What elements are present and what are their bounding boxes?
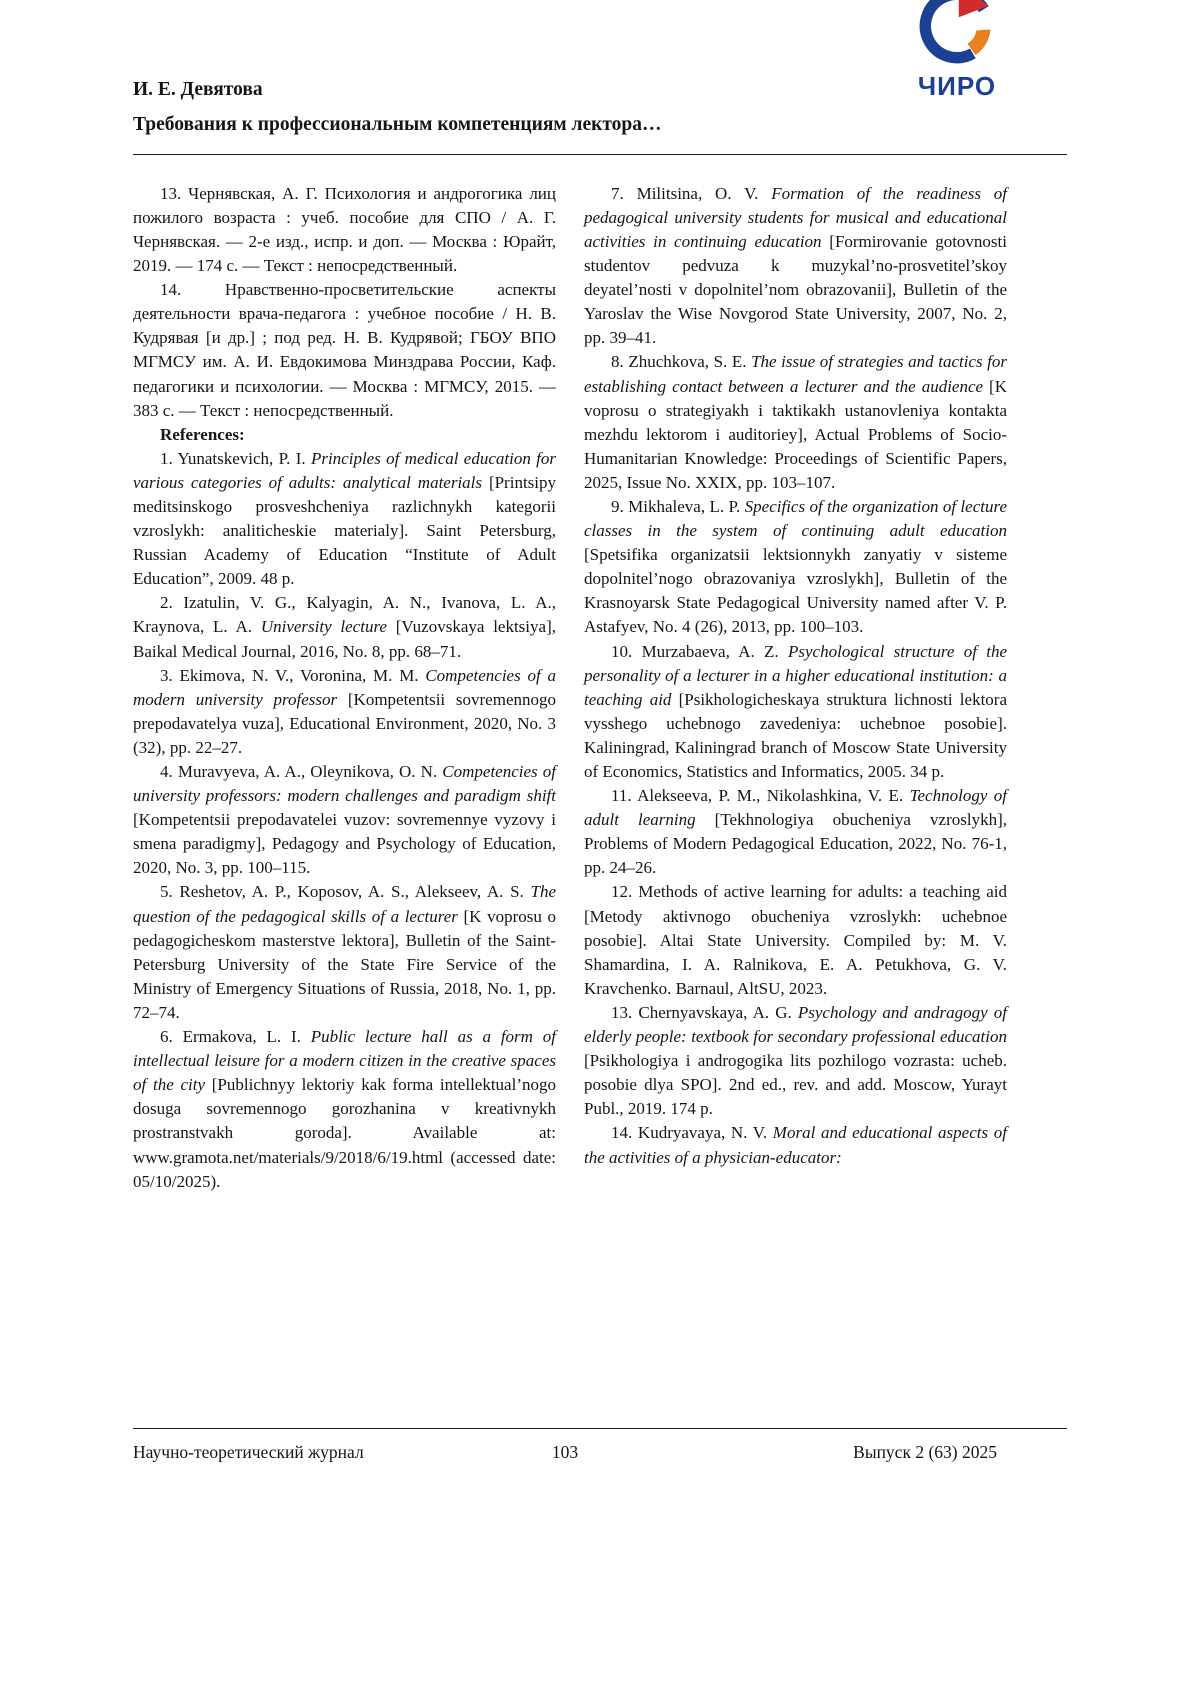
reference-entry: 11. Alekseeva, P. M., Nikolashkina, V. E. Technology of adult learning [Tekhnologiya obucheniya vzroslykh], Problems of Modern Pedagogical Education, 2022, No. 76-1, pp. 24–26.	[584, 786, 1007, 878]
footer-row	[133, 1442, 1067, 1463]
right-column	[584, 182, 1007, 1414]
reference-entry: 14. Нравственно-просветительские аспекты деятельности врача-педагога : учебное пособие / Н. В. Кудрявая [и др.] ; под ред. Н. В. Кудрявой; ГБОУ ВПО МГМСУ им. А. И. Евдокимова Минздрава России, Каф. педагогики и психологии. — Москва : МГМСУ, 2015. — 383 с. — Текст : непосредственный.	[133, 280, 556, 420]
reference-entry: 2. Izatulin, V. G., Kalyagin, A. N., Ivanova, L. A., Kraynova, L. A. University lecture [Vuzovskaya lektsiya], Baikal Medical Journal, 2016, No. 8, pp. 68–71.	[133, 593, 556, 661]
reference-entry: 13. Chernyavskaya, A. G. Psychology and andragogy of elderly people: textbook for secondary professional education [Psikhologiya i androgogika lits pozhilogo vozrasta: ucheb. posobie dlya SPO]. 2nd ed., rev. and add. Moscow, Yurayt Publ., 2019. 174 p.	[584, 1002, 1007, 1119]
reference-entry: 14. Kudryavaya, N. V. Moral and educational aspects of the activities of a physician-educator:	[584, 1123, 1007, 1167]
reference-entry: 8. Zhuchkova, S. E. The issue of strategies and tactics for establishing contact between a lecturer and the audience [K voprosu o strategiyakh i taktikakh ustanovleniya kontakta mezhdu lektorom i auditoriey], Actual Problems of Socio-Humanitarian Knowledge: Proceedings of Scientific Papers, 2025, Issue No. XXIX, pp. 103–107.	[584, 352, 1007, 492]
author-name: И. Е. Девятова	[133, 79, 263, 100]
reference-entry: 1. Yunatskevich, P. I. Principles of medical education for various categories of adults: analytical materials [Printsipy meditsinskogo prosveshcheniya razlichnykh kategorii vzroslykh: analiticheskie materialy]. Saint Petersburg, Russian Academy of Education “Institute of Adult Education”, 2009. 48 p.	[133, 448, 557, 589]
two-column-text	[133, 182, 1067, 1414]
reference-entry: 13. Чернявская, А. Г. Психология и андрогогика лиц пожилого возраста : учеб. пособие для СПО / А. Г. Чернявская. — 2-е изд., испр. и доп. — Москва : Юрайт, 2019. — 174 с. — Текст : непосредственный.	[133, 183, 556, 276]
reference-entry: 7. Militsina, O. V. Formation of the readiness of pedagogical university students for musical and educational activities in continuing education [Formirovanie gotovnosti studentov pedvuza k muzykal’no-prosvetitel’skoy deyatel’nosti v dopolnitel’nom obrazovanii], Bulletin of the Yaroslav the Wise Novgorod State University, 2007, No. 2, pp. 39–41.	[584, 183, 1008, 348]
reference-entry: 10. Murzabaeva, A. Z. Psychological structure of the personality of a lecturer in a higher educational institution: a teaching aid [Psikhologicheskaya struktura lichnosti lektora vysshego uchebnogo zavedeniya: uchebnoe posobie]. Kaliningrad, Kaliningrad branch of Moscow State University of Economics, Statistics and Informatics, 2005. 34 p.	[584, 641, 1007, 781]
footer-journal-name: Научно-теоретический журнал	[133, 1442, 364, 1462]
reference-entry: 4. Muravyeva, A. A., Oleynikova, O. N. Competencies of university professors: modern challenges and paradigm shift [Kompetentsii prepodavatelei vuzov: sovremennye vyzovy i smena paradigmy], Pedagogy and Psychology of Education, 2020, No. 3, pp. 100–115.	[133, 762, 556, 878]
page-footer	[133, 1428, 1067, 1463]
reference-entry: 3. Ekimova, N. V., Voronina, M. M. Competencies of a modern university professor [Kompetentsii sovremennogo prepodavatelya vuza], Educational Environment, 2020, No. 3 (32), pp. 22–27.	[133, 665, 556, 757]
footer-page-number: 103	[551, 1442, 579, 1462]
reference-entry: 5. Reshetov, A. P., Koposov, A. S., Alekseev, A. S. The question of the pedagogical skills of a lecturer [K voprosu o pedagogicheskom masterstve lektora], Bulletin of the Saint-Petersburg University of the State Fire Service of the Ministry of Emergency Situations of Russia, 2018, No. 1, pp. 72–74.	[133, 882, 556, 1022]
reference-entry: 6. Ermakova, L. I. Public lecture hall as a form of intellectual leisure for a modern citizen in the creative spaces of the city [Publichnyy lektoriy kak forma intellektual’nogo dosuga sovremennogo gorozhanina v kreativnykh prostranstvakh goroda]. Available at: www.gramota.net/materials/9/2018/6/19.html (accessed date: 05/10/2025).	[133, 1027, 556, 1191]
references-heading: References:	[160, 424, 245, 444]
footer-rule	[133, 1428, 1067, 1429]
reference-entry: 12. Methods of active learning for adults: a teaching aid [Metody aktivnogo obucheniya vzroslykh: uchebnoe posobie]. Altai State University. Compiled by: M. V. Shamardina, I. A. Ralnikova, E. A. Petukhova, G. V. Kravchenko. Barnaul, AltSU, 2023.	[584, 882, 1007, 998]
footer-issue: Выпуск 2 (63) 2025	[853, 1442, 997, 1462]
journal-logo-emblem-icon	[913, 0, 1001, 70]
left-column	[133, 182, 556, 1414]
running-title: Требования к профессиональным компетенциям лектора…	[133, 114, 662, 136]
reference-entry: 9. Mikhaleva, L. P. Specifics of the organization of lecture classes in the system of continuing adult education [Spetsifika organizatsii lektsionnykh zanyatiy v sisteme dopolnitel’nogo obrazovaniya vzroslykh], Bulletin of the Krasnoyarsk State Pedagogical University named after V. P. Astafyev, No. 4 (26), 2013, pp. 100–103.	[584, 496, 1007, 637]
page-header	[133, 0, 1067, 155]
journal-logo	[902, 0, 1012, 102]
header-rule	[133, 154, 1067, 155]
journal-logo-text: ЧИРО	[917, 71, 997, 101]
